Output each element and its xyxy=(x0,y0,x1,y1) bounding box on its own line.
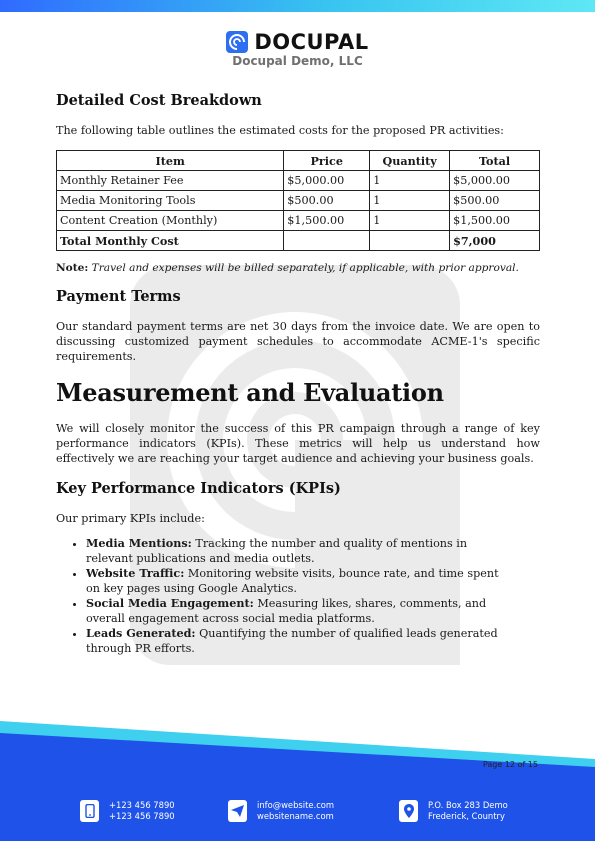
total-label: Total Monthly Cost xyxy=(57,231,284,251)
list-item xyxy=(86,536,540,566)
send-icon xyxy=(228,800,247,822)
table-cell: $500.00 xyxy=(284,191,370,211)
list-item xyxy=(86,566,540,596)
kpi-intro: Our primary KPIs include: xyxy=(56,512,205,525)
measurement-text: We will closely monitor the success of this PR campaign through a range of key performance indicators (KPIs). These metrics will help us understand how effectively we are reaching your target audience and achieving your business goals. xyxy=(56,422,540,465)
phone-text xyxy=(109,800,175,822)
cost-heading: Detailed Cost Breakdown xyxy=(56,92,262,109)
measurement-heading: Measurement and Evaluation xyxy=(56,378,444,407)
cost-intro: The following table outlines the estimated costs for the proposed PR activities: xyxy=(56,124,504,137)
list-item xyxy=(86,626,540,656)
website-line[interactable]: websitename.com xyxy=(257,811,334,821)
table-cell: Content Creation (Monthly) xyxy=(57,211,284,231)
total-value: $7,000 xyxy=(450,231,540,251)
column-header: Item xyxy=(57,151,284,171)
table-cell: Monthly Retainer Fee xyxy=(57,171,284,191)
kpi-label: Media Mentions: xyxy=(86,536,192,550)
address-line-1: P.O. Box 283 Demo xyxy=(428,800,508,810)
column-header: Quantity xyxy=(370,151,450,171)
brand-logo xyxy=(0,30,595,54)
table-cell xyxy=(370,231,450,251)
note-label: Note: xyxy=(56,262,89,274)
table-cell xyxy=(284,231,370,251)
kpi-text: Quantifying the number of qualified leads generated through PR efforts. xyxy=(86,627,498,655)
kpi-text: Measuring likes, shares, comments, and overall engagement across social media platforms. xyxy=(86,597,487,625)
page-content xyxy=(56,92,540,656)
kpi-text: Tracking the number and quality of mentions in relevant publications and media outlets. xyxy=(86,537,468,565)
table-row xyxy=(57,191,540,211)
top-gradient-band xyxy=(0,0,595,12)
phone-icon xyxy=(80,800,99,822)
note-text: Travel and expenses will be billed separately, if applicable, with prior approval. xyxy=(91,262,519,274)
footer-background xyxy=(0,715,595,841)
table-cell: 1 xyxy=(370,191,450,211)
address-text xyxy=(428,800,508,822)
list-item xyxy=(86,596,540,626)
company-name: Docupal Demo, LLC xyxy=(232,54,363,68)
payment-heading: Payment Terms xyxy=(56,288,181,305)
table-header-row xyxy=(57,151,540,171)
docupal-logo-icon xyxy=(226,31,248,53)
location-pin-icon xyxy=(399,800,418,822)
table-total-row xyxy=(57,231,540,251)
footer-email xyxy=(228,800,334,822)
kpi-label: Leads Generated: xyxy=(86,626,196,640)
column-header: Price xyxy=(284,151,370,171)
column-header: Total xyxy=(450,151,540,171)
cost-note xyxy=(56,261,540,276)
phone-line-2: +123 456 7890 xyxy=(109,811,175,821)
table-row xyxy=(57,171,540,191)
email-text xyxy=(257,800,334,822)
address-line-2: Frederick, Country xyxy=(428,811,505,821)
table-cell: $1,500.00 xyxy=(450,211,540,231)
table-cell: $5,000.00 xyxy=(284,171,370,191)
table-cell: $5,000.00 xyxy=(450,171,540,191)
document-header xyxy=(0,30,595,68)
table-cell: $1,500.00 xyxy=(284,211,370,231)
cost-table xyxy=(56,150,540,251)
email-line[interactable]: info@website.com xyxy=(257,800,335,810)
kpi-heading: Key Performance Indicators (KPIs) xyxy=(56,480,341,497)
kpi-list xyxy=(56,536,540,656)
table-cell: Media Monitoring Tools xyxy=(57,191,284,211)
footer-address xyxy=(399,800,508,822)
logo-wordmark: DOCUPAL xyxy=(254,30,369,54)
kpi-label: Website Traffic: xyxy=(86,566,185,580)
footer-phone xyxy=(80,800,175,822)
page-number: Page 12 of 15 xyxy=(482,760,538,769)
table-cell: 1 xyxy=(370,171,450,191)
table-cell: $500.00 xyxy=(450,191,540,211)
kpi-text: Monitoring website visits, bounce rate, and time spent on key pages using Google Analytics. xyxy=(86,567,499,595)
table-row xyxy=(57,211,540,231)
table-cell: 1 xyxy=(370,211,450,231)
kpi-label: Social Media Engagement: xyxy=(86,596,254,610)
phone-line-1: +123 456 7890 xyxy=(109,800,175,810)
payment-text: Our standard payment terms are net 30 days from the invoice date. We are open to discussing customized payment schedules to accommodate ACME-1's specific requirements. xyxy=(56,320,540,363)
